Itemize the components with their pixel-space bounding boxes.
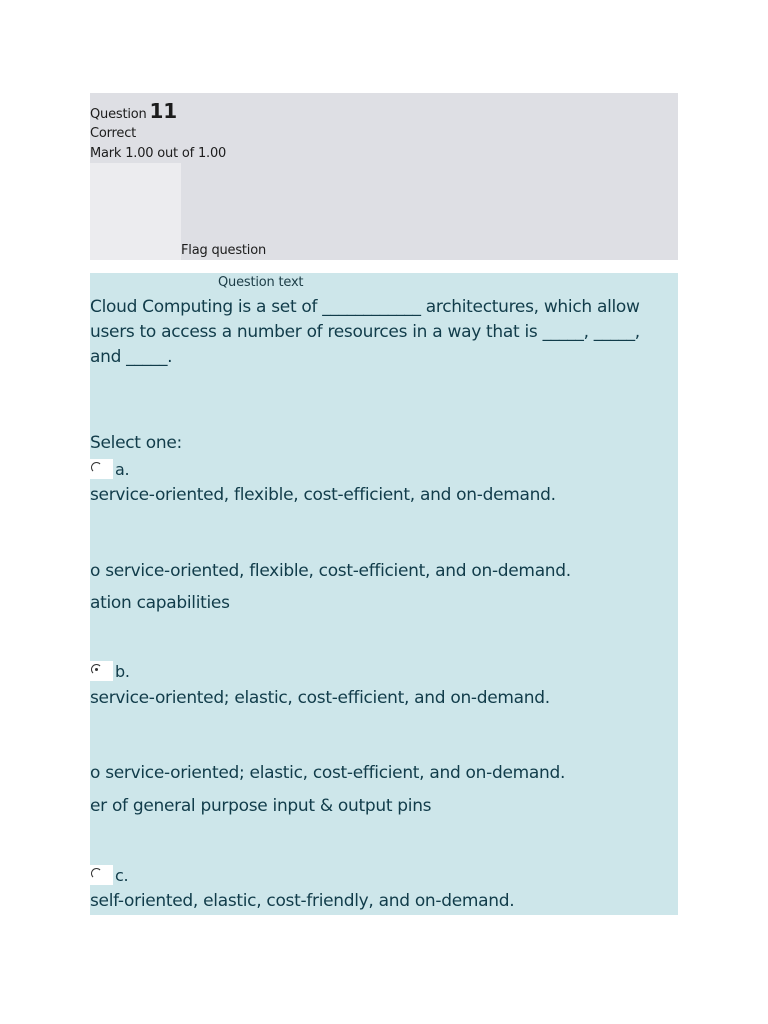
radio-ring-icon	[91, 462, 102, 473]
option-a-text[interactable]: service-oriented, flexible, cost-efficient, and on-demand.	[90, 485, 556, 505]
option-c-text[interactable]: self-oriented, elastic, cost-friendly, and on-demand.	[90, 891, 515, 911]
option-c-radio-row[interactable]	[90, 865, 128, 885]
radio-button-b[interactable]	[90, 661, 113, 681]
question-label: Question	[90, 107, 147, 122]
option-a-letter: a.	[115, 460, 130, 479]
option-a-radio-row[interactable]	[90, 459, 129, 479]
flag-icon-strip	[90, 256, 181, 260]
question-grade: Mark 1.00 out of 1.00	[90, 146, 227, 161]
option-b-residue: er of general purpose input & output pins	[90, 796, 432, 816]
question-state: Correct	[90, 126, 137, 141]
question-info-panel	[90, 93, 678, 260]
question-text: Cloud Computing is a set of ____________ architectures, which allow users to access a number of resources in a way that is _____, _____, and _____.	[90, 297, 640, 367]
radio-button-c[interactable]	[90, 865, 113, 885]
radio-button-a[interactable]	[90, 459, 113, 479]
option-a-residue: ation capabilities	[90, 593, 230, 613]
question-text-label: Question text	[218, 275, 304, 290]
select-one-prompt: Select one:	[90, 433, 182, 453]
option-b-radio-row[interactable]	[90, 661, 130, 681]
option-c-letter: c.	[115, 866, 129, 885]
question-text-label-bar	[90, 273, 678, 293]
flag-icon[interactable]	[90, 163, 181, 256]
flag-question-link[interactable]: Flag question	[181, 243, 267, 258]
option-b-letter: b.	[115, 662, 130, 681]
option-a-echo: o service-oriented, flexible, cost-efficient, and on-demand.	[90, 561, 571, 581]
option-b-text[interactable]: service-oriented; elastic, cost-efficient, and on-demand.	[90, 688, 550, 708]
option-b-echo: o service-oriented; elastic, cost-efficient, and on-demand.	[90, 763, 566, 783]
radio-ring-icon	[91, 868, 102, 879]
question-number: 11	[149, 99, 177, 123]
radio-selected-dot-icon	[95, 668, 98, 671]
question-number-heading	[90, 99, 177, 123]
question-content	[90, 273, 678, 915]
